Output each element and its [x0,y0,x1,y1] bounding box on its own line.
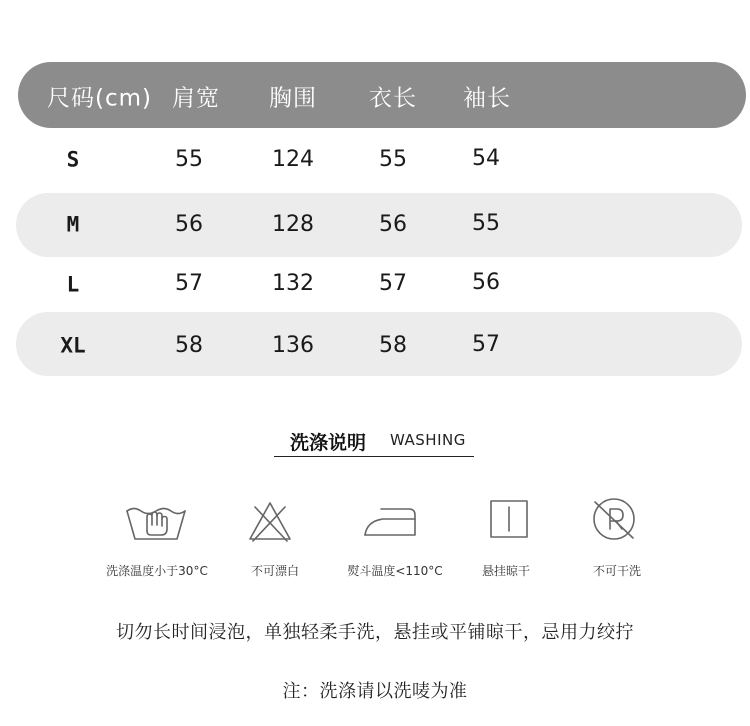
hand-wash-label: 洗涤温度小于30°C [106,564,208,578]
no-bleach-label: 不可漂白 [250,564,300,578]
table-cell-sleeve: 55 [472,211,500,236]
table-cell-sleeve: 57 [472,332,500,357]
table-cell-chest: 124 [272,147,314,172]
table-cell-sleeve: 54 [472,146,500,171]
header-size-unit: 尺码(cm) [47,85,152,112]
hang-dry-icon [474,493,544,549]
care-note: 注：洗涤请以洗唛为准 [282,681,468,702]
iron-label: 熨斗温度<110°C [347,564,443,578]
table-cell-length: 55 [379,147,407,172]
table-cell-shoulder: 56 [175,212,203,237]
table-cell-length: 56 [379,212,407,237]
table-cell-chest: 128 [272,212,314,237]
header-length: 衣长 [369,85,417,112]
table-cell-length: 58 [379,333,407,358]
table-row-size: S [66,147,80,172]
no-dry-clean-icon [579,493,649,549]
no-bleach-icon [235,493,305,549]
header-sleeve: 袖长 [463,85,511,112]
washing-header [0,420,750,460]
table-cell-shoulder: 58 [175,333,203,358]
hand-wash-icon [121,493,191,549]
table-cell-shoulder: 57 [175,271,203,296]
care-instructions: 切勿长时间浸泡，单独轻柔手洗，悬挂或平铺晾干，忌用力绞拧 [116,622,634,643]
header-chest: 胸围 [269,85,317,112]
header-shoulder: 肩宽 [172,85,220,112]
table-cell-length: 57 [379,271,407,296]
washing-title: 洗涤说明 [290,432,367,454]
no-dry-clean-label: 不可干洗 [592,564,642,578]
table-cell-chest: 136 [272,333,314,358]
hang-dry-label: 悬挂晾干 [481,564,531,578]
table-row-size: XL [60,333,86,358]
table-cell-sleeve: 56 [472,270,500,295]
washing-subtitle: WASHING [390,431,466,449]
washing-underline [274,456,474,457]
table-row-size: M [66,212,80,237]
table-cell-shoulder: 55 [175,147,203,172]
table-cell-chest: 132 [272,271,314,296]
iron-icon [355,493,425,549]
table-row-size: L [66,272,80,297]
